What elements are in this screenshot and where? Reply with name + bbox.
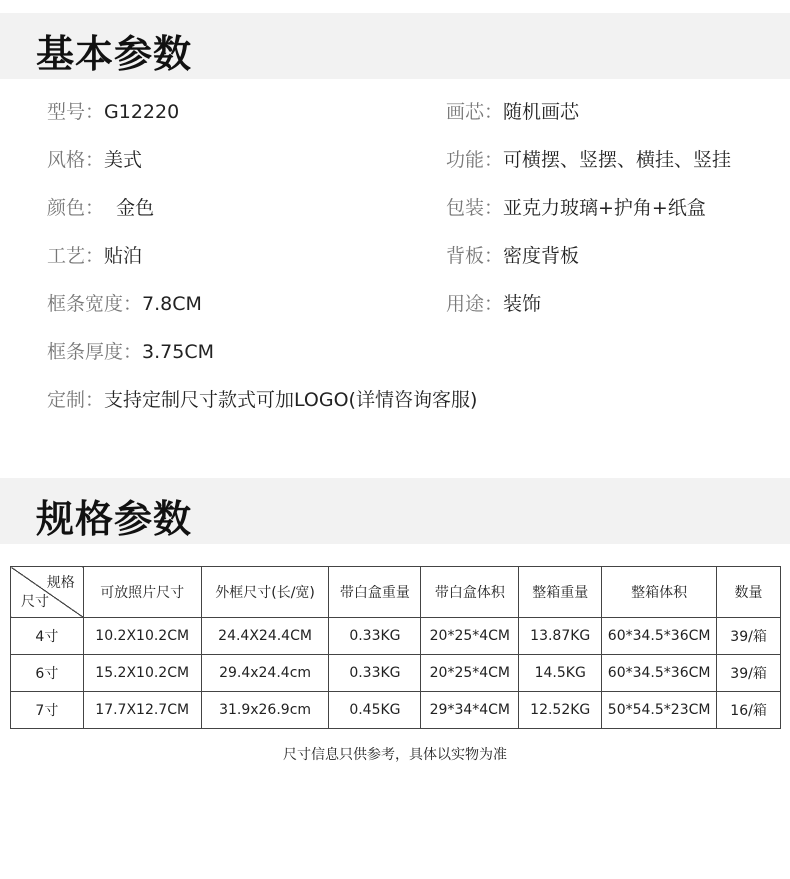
table-cell: 0.45KG bbox=[329, 692, 421, 729]
param-backboard-key: 背板： bbox=[446, 245, 504, 267]
param-color-key: 颜色： bbox=[47, 197, 105, 219]
param-craft-value: 贴泊 bbox=[104, 245, 143, 267]
param-function bbox=[446, 148, 731, 172]
size-disclaimer-note: 尺寸信息只供参考，具体以实物为准 bbox=[283, 747, 507, 763]
col-header-photo-size: 可放照片尺寸 bbox=[83, 567, 201, 618]
param-backboard bbox=[446, 244, 579, 268]
table-cell: 13.87KG bbox=[519, 618, 602, 655]
param-usage-value: 装饰 bbox=[503, 293, 542, 315]
table-cell: 39/箱 bbox=[717, 655, 781, 692]
table-cell: 15.2X10.2CM bbox=[83, 655, 201, 692]
param-frame-width-value: 7.8CM bbox=[142, 293, 202, 315]
param-model-value: G12220 bbox=[104, 101, 180, 123]
table-cell: 24.4X24.4CM bbox=[201, 618, 329, 655]
col-header-box-volume: 带白盒体积 bbox=[421, 567, 519, 618]
col-header-carton-weight: 整箱重量 bbox=[519, 567, 602, 618]
table-cell: 0.33KG bbox=[329, 618, 421, 655]
col-header-carton-volume: 整箱体积 bbox=[602, 567, 717, 618]
param-color bbox=[47, 196, 154, 220]
row-size-label: 7寸 bbox=[11, 692, 84, 729]
col-header-quantity: 数量 bbox=[717, 567, 781, 618]
table-cell: 12.52KG bbox=[519, 692, 602, 729]
param-custom-key: 定制： bbox=[47, 389, 105, 411]
param-usage-key: 用途： bbox=[446, 293, 504, 315]
spec-params-title: 规格参数 bbox=[36, 497, 193, 541]
param-style bbox=[47, 148, 142, 172]
col-header-frame-size: 外框尺寸(长/宽) bbox=[201, 567, 329, 618]
param-frame-width bbox=[47, 292, 202, 316]
table-cell: 16/箱 bbox=[717, 692, 781, 729]
basic-params-title: 基本参数 bbox=[36, 32, 193, 76]
param-function-key: 功能： bbox=[446, 149, 504, 171]
table-row bbox=[11, 692, 781, 729]
param-packaging-key: 包装： bbox=[446, 197, 504, 219]
spec-corner-cell bbox=[11, 567, 84, 618]
table-cell: 29*34*4CM bbox=[421, 692, 519, 729]
param-craft bbox=[47, 244, 142, 268]
param-packaging-value: 亚克力玻璃+护角+纸盒 bbox=[503, 197, 706, 219]
corner-label-size: 尺寸 bbox=[21, 594, 49, 610]
table-cell: 20*25*4CM bbox=[421, 618, 519, 655]
param-model bbox=[47, 100, 179, 124]
table-cell: 17.7X12.7CM bbox=[83, 692, 201, 729]
param-style-value: 美式 bbox=[104, 149, 143, 171]
param-custom-value: 支持定制尺寸款式可加LOGO(详情咨询客服) bbox=[104, 389, 478, 411]
row-size-label: 4寸 bbox=[11, 618, 84, 655]
spec-table-header-row bbox=[11, 567, 781, 618]
col-header-box-weight: 带白盒重量 bbox=[329, 567, 421, 618]
param-painting-core-value: 随机画芯 bbox=[503, 101, 580, 123]
param-function-value: 可横摆、竖摆、横挂、竖挂 bbox=[503, 149, 732, 171]
param-frame-width-key: 框条宽度： bbox=[47, 293, 143, 315]
table-cell: 60*34.5*36CM bbox=[602, 618, 717, 655]
param-model-key: 型号： bbox=[47, 101, 105, 123]
table-cell: 10.2X10.2CM bbox=[83, 618, 201, 655]
table-cell: 20*25*4CM bbox=[421, 655, 519, 692]
row-size-label: 6寸 bbox=[11, 655, 84, 692]
table-cell: 60*34.5*36CM bbox=[602, 655, 717, 692]
table-cell: 0.33KG bbox=[329, 655, 421, 692]
param-style-key: 风格： bbox=[47, 149, 105, 171]
param-painting-core bbox=[446, 100, 579, 124]
basic-params-header bbox=[0, 13, 790, 79]
table-row bbox=[11, 618, 781, 655]
table-cell: 14.5KG bbox=[519, 655, 602, 692]
table-cell: 50*54.5*23CM bbox=[602, 692, 717, 729]
spec-table bbox=[10, 566, 781, 729]
table-cell: 31.9x26.9cm bbox=[201, 692, 329, 729]
param-frame-thickness-key: 框条厚度： bbox=[47, 341, 143, 363]
param-color-value: 金色 bbox=[104, 197, 155, 219]
param-frame-thickness bbox=[47, 340, 214, 364]
param-packaging bbox=[446, 196, 706, 220]
corner-label-spec: 规格 bbox=[46, 575, 75, 591]
param-usage bbox=[446, 292, 541, 316]
param-craft-key: 工艺： bbox=[47, 245, 105, 267]
table-row bbox=[11, 655, 781, 692]
spec-params-header bbox=[0, 478, 790, 544]
param-custom bbox=[47, 388, 477, 412]
param-backboard-value: 密度背板 bbox=[503, 245, 580, 267]
table-cell: 39/箱 bbox=[717, 618, 781, 655]
param-frame-thickness-value: 3.75CM bbox=[142, 341, 214, 363]
table-cell: 29.4x24.4cm bbox=[201, 655, 329, 692]
param-painting-core-key: 画芯： bbox=[446, 101, 504, 123]
